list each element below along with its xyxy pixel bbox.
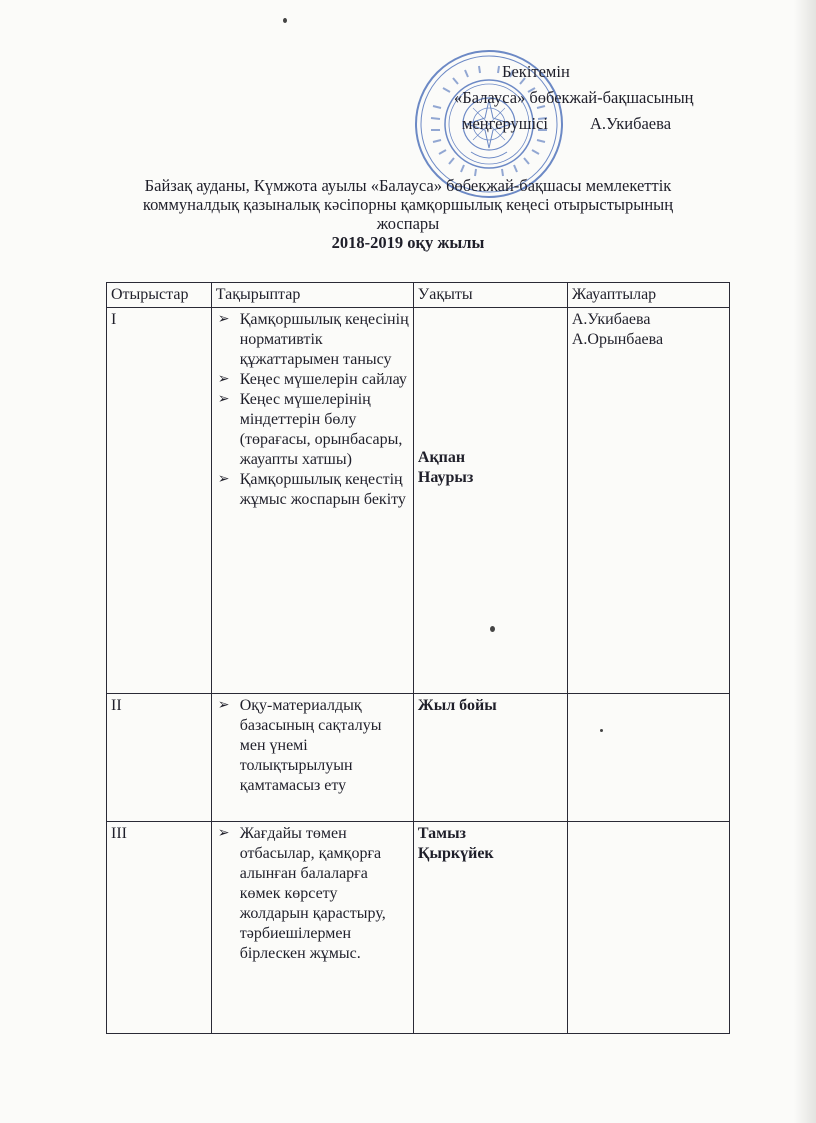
- time-values: [418, 310, 563, 488]
- arrowhead-bullet-icon: ➢: [217, 698, 230, 713]
- topic-text: Кеңес мүшелерінің міндеттерін бөлу (төрағасы, орынбасары, жауапты хатшы): [239, 391, 403, 468]
- title-year: 2018-2019 оқу жылы: [331, 233, 485, 252]
- arrowhead-bullet-icon: ➢: [217, 312, 230, 327]
- scan-speck: [283, 18, 287, 23]
- approval-position: [462, 114, 671, 134]
- topics-cell: [211, 822, 413, 1034]
- table-header-row: [107, 283, 730, 308]
- topic-text: Жағдайы төмен отбасылар, қамқорға алынған балаларға көмек көрсету жолдарын қарастыру, тәрбиешілермен бірлескен жұмыс.: [239, 825, 386, 962]
- topic-item: [217, 310, 409, 370]
- session-cell: III: [107, 822, 212, 1034]
- approval-signature: А.Укибаева: [589, 114, 672, 133]
- header-topics: Тақырыптар: [211, 283, 413, 308]
- time-cell: [413, 308, 567, 694]
- arrowhead-bullet-icon: ➢: [217, 372, 230, 387]
- time-value: Ақпан: [417, 449, 466, 466]
- title-line-1: Байзақ ауданы, Күмжота ауылы «Балауса» бөбекжай-бақшасы мемлекеттік: [144, 176, 672, 195]
- time-value: Наурыз: [417, 469, 474, 486]
- topic-item: [217, 370, 409, 390]
- responsible-cell: [567, 822, 729, 1034]
- header-time: Уақыты: [413, 283, 567, 308]
- meeting-plan-table: [106, 282, 730, 1034]
- header-sessions: Отырыстар: [107, 283, 212, 308]
- session-cell: II: [107, 694, 212, 822]
- topic-item: [217, 696, 409, 796]
- time-cell: [413, 694, 567, 822]
- topic-text: Қамқоршылық кеңесінің нормативтік құжаттарымен танысу: [239, 311, 409, 368]
- responsible-person: А.Орынбаева: [571, 331, 664, 348]
- table-row: [107, 308, 730, 694]
- title-line-3: жоспары: [376, 214, 440, 233]
- approval-position-label: меңгерушісі: [462, 114, 548, 133]
- topics-cell: [211, 308, 413, 694]
- title-line-2: коммуналдық қазыналық кәсіпорны қамқоршылық кеңесі отырыстырының: [142, 195, 674, 214]
- topic-item: [217, 470, 409, 510]
- time-cell: [413, 822, 567, 1034]
- header-responsible: Жауаптылар: [567, 283, 729, 308]
- scan-edge-shadow: [794, 0, 816, 1123]
- approval-organization: «Балауса» бөбекжай-бақшасының: [454, 88, 694, 107]
- time-value: Жыл бойы: [417, 697, 497, 714]
- topic-text: Кеңес мүшелерін сайлау: [239, 371, 407, 388]
- arrowhead-bullet-icon: ➢: [217, 472, 230, 487]
- responsible-person: А.Укибаева: [571, 311, 651, 328]
- topic-item: [217, 390, 409, 470]
- table-row: [107, 694, 730, 822]
- session-cell: I: [107, 308, 212, 694]
- responsible-cell: [567, 308, 729, 694]
- approval-heading: Бекітемін: [502, 62, 570, 81]
- page-title: [100, 176, 716, 252]
- time-value: Қыркүйек: [417, 845, 494, 862]
- topic-text: Қамқоршылық кеңестің жұмыс жоспарын бекіту: [239, 471, 406, 508]
- arrowhead-bullet-icon: ➢: [217, 392, 230, 407]
- arrowhead-bullet-icon: ➢: [217, 826, 230, 841]
- topic-text: Оқу-материалдық базасының сақталуы мен үнемі толықтырылуын қамтамасыз ету: [239, 697, 382, 794]
- responsible-cell: [567, 694, 729, 822]
- topic-item: [217, 824, 409, 964]
- table-row: [107, 822, 730, 1034]
- time-value: Тамыз: [417, 825, 466, 842]
- topics-cell: [211, 694, 413, 822]
